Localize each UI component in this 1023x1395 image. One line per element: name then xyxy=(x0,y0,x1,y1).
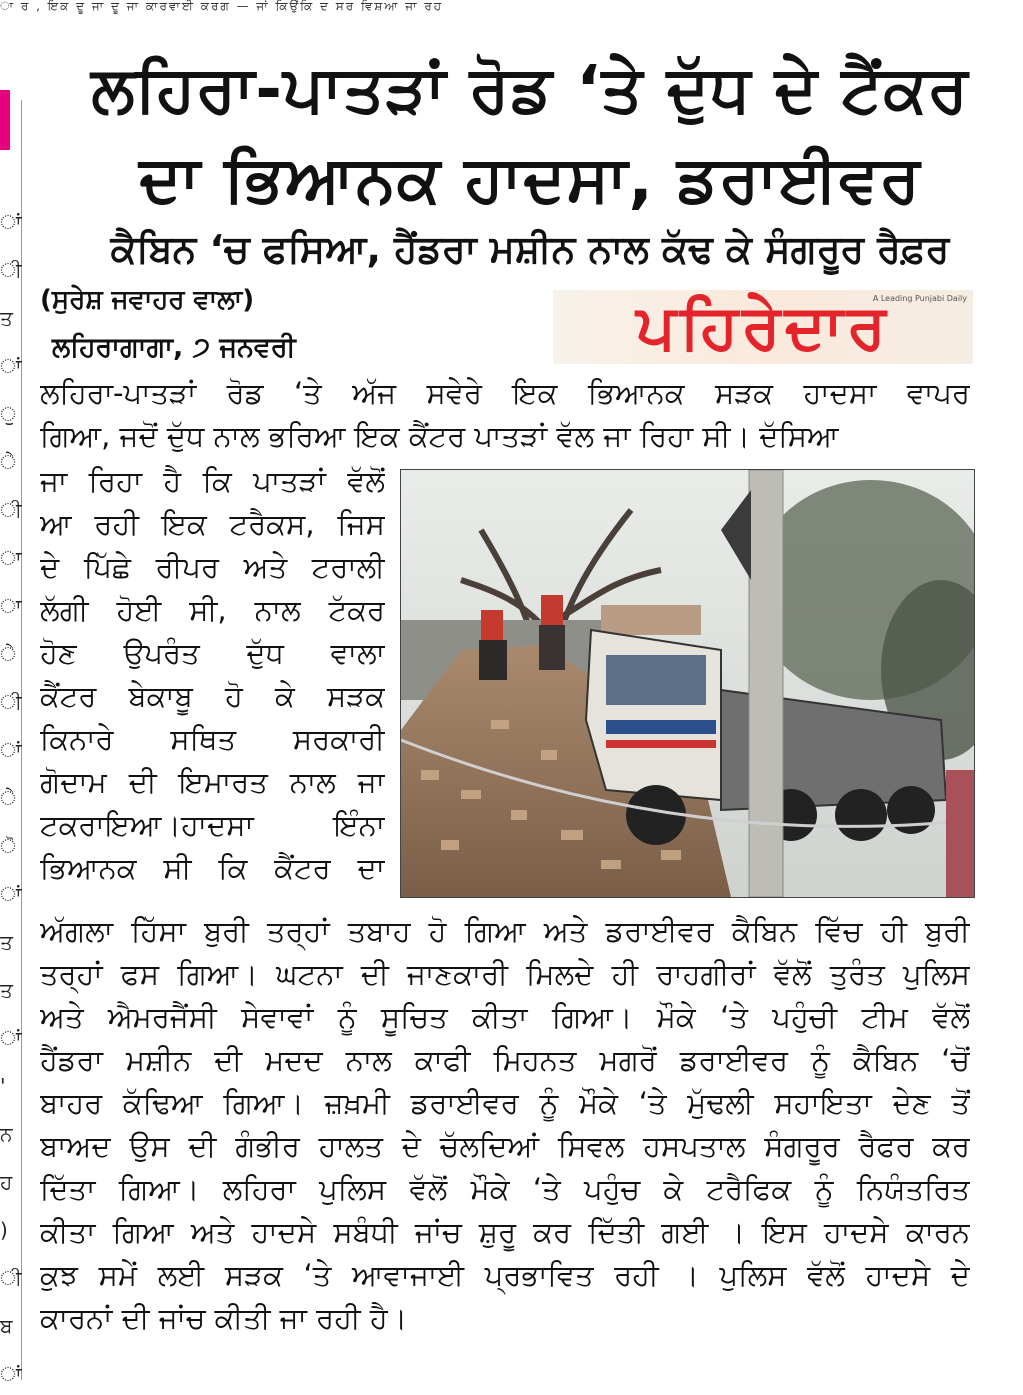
accident-photo-illustration xyxy=(401,470,974,897)
article-line: ਤਰ੍ਹਾਂ ਫਸ ਗਿਆ। ਘਟਨਾ ਦੀ ਜਾਣਕਾਰੀ ਮਿਲਦੇ ਹੀ ਰਾਹਗੀਰਾਂ ਵੱਲੋਂ ਤੁਰੰਤ ਪੁਲਿਸ xyxy=(40,957,970,991)
left-edge-fragment: ਤ xyxy=(0,930,13,954)
left-edge-fragment: ੀ xyxy=(0,258,22,282)
article-line: ਦਿੱਤਾ ਗਿਆ। ਲਹਿਰਾ ਪੁਲਿਸ ਵੱਲੋਂ ਮੌਕੇ ‘ਤੇ ਪਹੁੰਚ ਕੇ ਟਰੈਫਿਕ ਨੂੰ ਨਿਯੰਤਰਿਤ xyxy=(40,1172,970,1206)
article-column-line: ਭਿਆਨਕ ਸੀ ਕਿ ਕੈਂਟਰ ਦਾ xyxy=(40,851,385,885)
left-edge-fragment: ੇ xyxy=(0,642,16,666)
article-column-line: ਕਿਨਾਰੇ ਸਥਿਤ ਸਰਕਾਰੀ xyxy=(40,722,385,756)
left-edge-fragment: ਬ xyxy=(0,1314,13,1338)
left-edge-fragment: ਾਂ xyxy=(0,1026,22,1050)
article-column-line: ਜਾ ਰਿਹਾ ਹੈ ਕਿ ਪਾਤੜਾਂ ਵੱਲੋਂ xyxy=(40,464,385,498)
left-edge-fragment: ਤ xyxy=(0,306,13,330)
article-line: ਕੁਝ ਸਮੇਂ ਲਈ ਸੜਕ ‘ਤੇ ਆਵਾਜਾਈ ਪ੍ਰਭਾਵਿਤ ਰਹੀ । ਪੁਲਿਸ ਵੱਲੋਂ ਹਾਦਸੇ ਦੇ xyxy=(40,1258,970,1292)
article-column-line: ਆ ਰਹੀ ਇਕ ਟਰੈਕਸ, ਜਿਸ xyxy=(40,507,385,541)
left-edge-fragment: ੀ xyxy=(0,1266,22,1290)
left-edge-fragment: ਾਂ xyxy=(0,882,22,906)
headline-line-2: ਦਾ ਭਿਆਨਕ ਹਾਦਸਾ, ਡਰਾਈਵਰ xyxy=(139,143,921,217)
left-edge-fragment: ੀ xyxy=(0,690,22,714)
left-column-edge xyxy=(0,60,22,1395)
article-line: ਹੈਂਡਰਾ ਮਸ਼ੀਨ ਦੀ ਮਦਦ ਨਾਲ ਕਾਫੀ ਮਿਹਨਤ ਮਗਰੋਂ ਡਰਾਈਵਰ ਨੂੰ ਕੈਬਿਨ ‘ਚੋਂ xyxy=(40,1043,970,1077)
article-column-line: ਟਕਰਾਇਆ।ਹਾਦਸਾ ਇੰਨਾ xyxy=(40,808,385,842)
accent-bar xyxy=(0,90,10,150)
left-edge-fragment: ੇ xyxy=(0,450,16,474)
left-edge-fragment: ਹ xyxy=(0,1170,13,1194)
left-edge-fragment: ੁ xyxy=(0,402,16,426)
article-column-line: ਗੋਦਾਮ ਦੀ ਇਮਾਰਤ ਨਾਲ ਜਾ xyxy=(40,765,385,799)
left-edge-fragment: ਾ xyxy=(0,546,22,570)
article-line: ਬਾਹਰ ਕੱਢਿਆ ਗਿਆ। ਜ਼ਖ਼ਮੀ ਡਰਾਈਵਰ ਨੂੰ ਮੌਕੇ ‘ਤੇ ਮੁੱਢਲੀ ਸਹਾਇਤਾ ਦੇਣ ਤੋਂ xyxy=(40,1086,970,1120)
left-edge-fragment: ਾਂ xyxy=(0,738,22,762)
left-edge-fragment: ਾਂ xyxy=(0,354,22,378)
left-edge-fragment: ਨ xyxy=(0,1122,13,1146)
left-edge-fragment: ) xyxy=(0,1218,8,1242)
dateline: ਲਹਿਰਾਗਾਗਾ, ੭ ਜਨਵਰੀ xyxy=(52,332,296,363)
left-edge-fragment: ਤ xyxy=(0,978,13,1002)
article-column xyxy=(40,460,385,890)
left-edge-fragment: ਾਂ xyxy=(0,1362,22,1386)
article-column-line: ਦੇ ਪਿੱਛੇ ਰੀਪਰ ਅਤੇ ਟਰਾਲੀ xyxy=(40,550,385,584)
left-edge-fragment: ੀ xyxy=(0,498,22,522)
article-line: ਅੱਗਲਾ ਹਿੱਸਾ ਬੁਰੀ ਤਰ੍ਹਾਂ ਤਬਾਹ ਹੋ ਗਿਆ ਅਤੇ ਡਰਾਈਵਰ ਕੈਬਿਨ ਵਿੱਚ ਹੀ ਬੁਰੀ xyxy=(40,914,970,948)
headline-line-1: ਲਹਿਰਾ-ਪਾਤੜਾਂ ਰੋਡ ‘ਤੇ ਦੁੱਧ ਦੇ ਟੈਂਕਰ xyxy=(91,53,969,127)
logo-text: ਪਹਿਰੇਦਾਰ xyxy=(636,290,890,363)
left-edge-fragment: ੋ xyxy=(0,834,16,858)
accident-photo xyxy=(400,469,975,898)
left-edge-fragment: ' xyxy=(0,1074,6,1098)
top-strip-text: ਾ ਰ , ਇਕ ਦੂ ਜਾ ਦੂ ਜਾ ਕਾਰਵਾਈ ਕਰਗ — ਜਾਂ ਕਿਉਂਕਿ ਦ ਸਰ ਵਿਸ਼ਆ ਜਾ ਰਹ xyxy=(0,0,444,13)
article-column-line: ਕੈਂਟਰ ਬੇਕਾਬੂ ਹੋ ਕੇ ਸੜਕ xyxy=(40,679,385,713)
newspaper-logo xyxy=(553,290,973,364)
subheadline: ਕੈਬਿਨ ‘ਚ ਫਸਿਆ, ਹੈਂਡਰਾ ਮਸ਼ੀਨ ਨਾਲ ਕੱਢ ਕੇ ਸੰਗਰੂਰ ਰੈਫ਼ਰ xyxy=(110,227,950,271)
left-edge-fragment: ਾਂ xyxy=(0,210,22,234)
left-edge-fragment: ੇ xyxy=(0,786,16,810)
article-column-line: ਹੋਣ ਉਪਰੰਤ ਦੁੱਧ ਵਾਲਾ xyxy=(40,636,385,670)
byline: (ਸੁਰੇਸ਼ ਜਵਾਹਰ ਵਾਲਾ) xyxy=(40,285,255,315)
article-line: ਬਾਅਦ ਉਸ ਦੀ ਗੰਭੀਰ ਹਾਲਤ ਦੇ ਚੱਲਦਿਆਂ ਸਿਵਲ ਹਸਪਤਾਲ ਸੰਗਰੂਰ ਰੈਫਰ ਕਰ xyxy=(40,1129,970,1163)
article-body xyxy=(40,910,970,1340)
article-line: ਅਤੇ ਐਮਰਜੈਂਸੀ ਸੇਵਾਵਾਂ ਨੂੰ ਸੂਚਿਤ ਕੀਤਾ ਗਿਆ। ਮੌਕੇ ‘ਤੇ ਪਹੁੰਚੀ ਟੀਮ ਵੱਲੋਂ xyxy=(40,1000,970,1034)
logo-tagline: A Leading Punjabi Daily xyxy=(872,294,967,303)
article-line: ਕੀਤਾ ਗਿਆ ਅਤੇ ਹਾਦਸੇ ਸਬੰਧੀ ਜਾਂਚ ਸ਼ੁਰੂ ਕਰ ਦਿੱਤੀ ਗਈ । ਇਸ ਹਾਦਸੇ ਕਾਰਨ xyxy=(40,1215,970,1249)
article-line: ਗਿਆ, ਜਦੋਂ ਦੁੱਧ ਨਾਲ ਭਰਿਆ ਇਕ ਕੈਂਟਰ ਪਾਤੜਾਂ ਵੱਲ ਜਾ ਰਿਹਾ ਸੀ। ਦੱਸਿਆ xyxy=(40,419,839,453)
article-intro xyxy=(40,372,970,458)
article-line: ਲਹਿਰਾ-ਪਾਤੜਾਂ ਰੋਡ ‘ਤੇ ਅੱਜ ਸਵੇਰੇ ਇਕ ਭਿਆਨਕ ਸੜਕ ਹਾਦਸਾ ਵਾਪਰ xyxy=(40,376,970,410)
article-column-line: ਲੱਗੀ ਹੋਈ ਸੀ, ਨਾਲ ਟੱਕਰ xyxy=(40,593,385,627)
left-edge-fragment: ਾ xyxy=(0,594,22,618)
article-line: ਕਾਰਨਾਂ ਦੀ ਜਾਂਚ ਕੀਤੀ ਜਾ ਰਹੀ ਹੈ। xyxy=(40,1301,408,1335)
